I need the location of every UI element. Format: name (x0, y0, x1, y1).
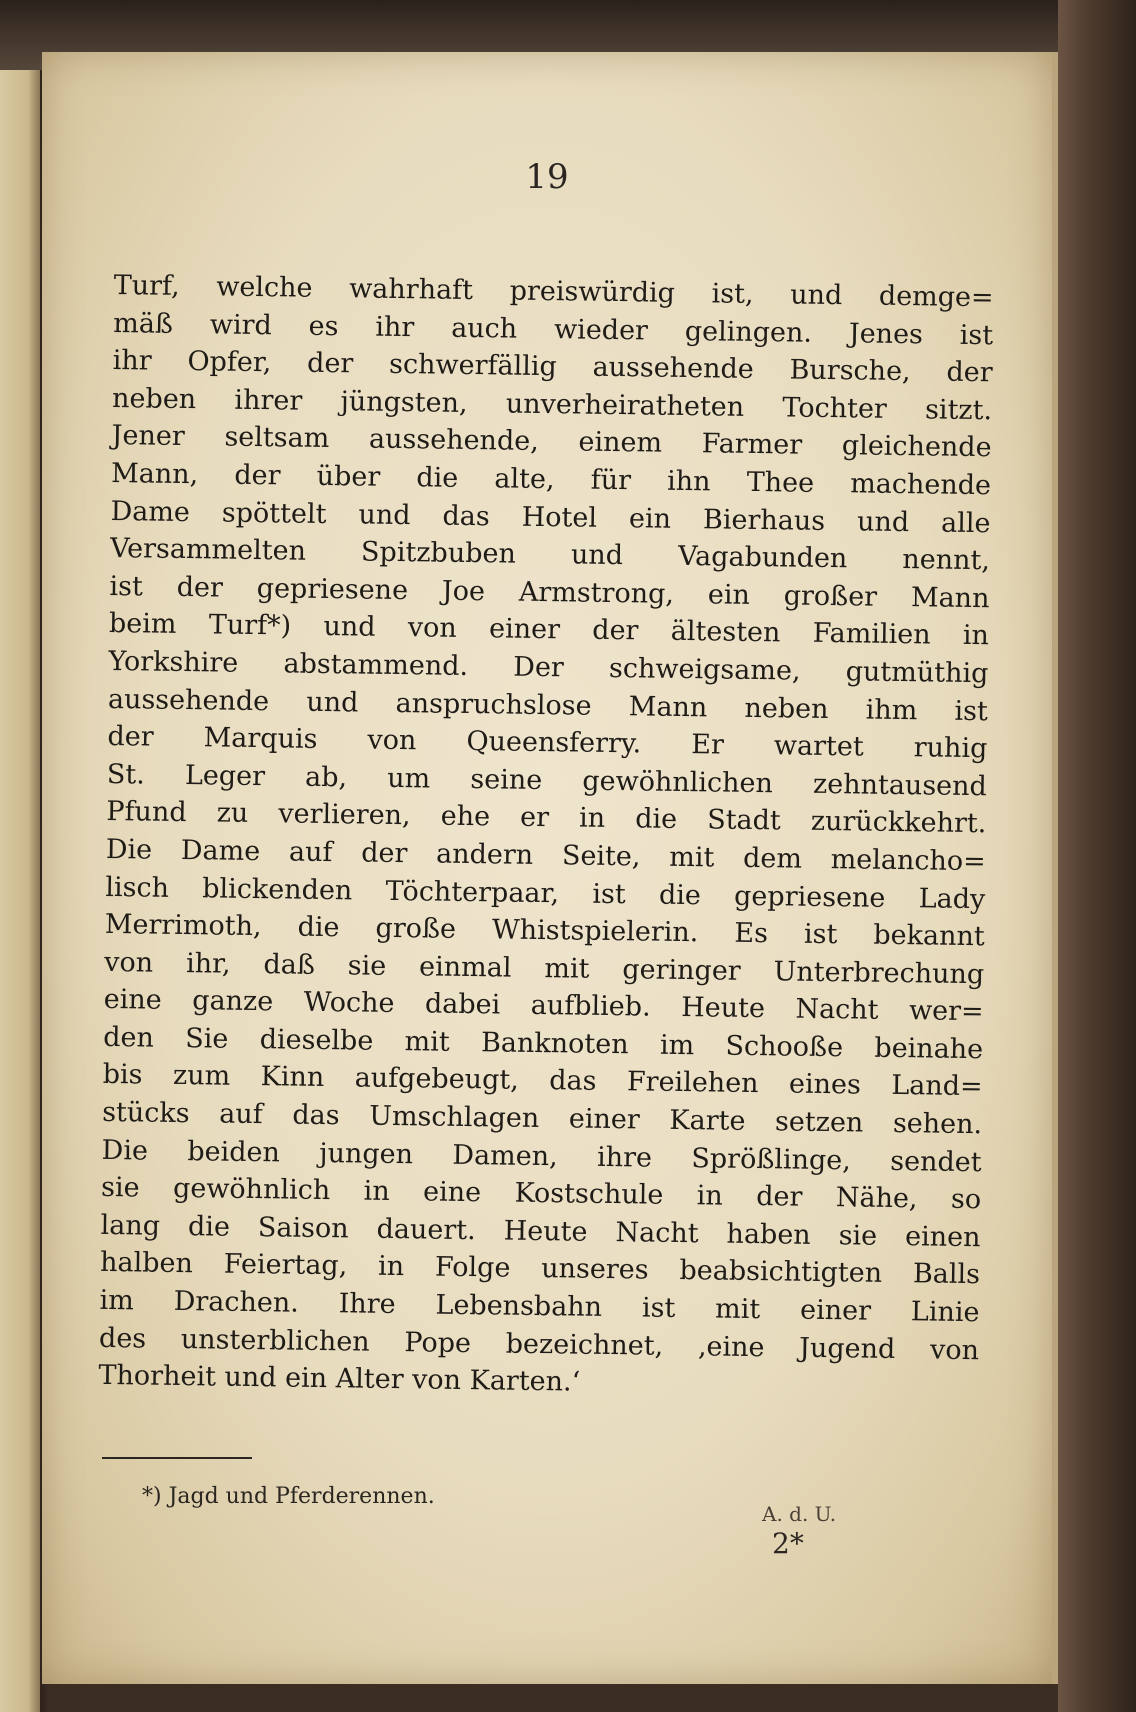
text-line: des unsterblichen Pope bezeichnet, ‚eine Jugend von (98, 1322, 980, 1366)
text-line: von ihr, daß sie einmal mit geringer Unterbrechung (104, 946, 985, 990)
text-line: mäß wird es ihr auch wieder gelingen. Jenes ist (113, 307, 994, 351)
book-page (42, 52, 1058, 1684)
text-line: eine ganze Woche dabei aufblieb. Heute Nacht wer= (103, 984, 984, 1028)
text-line: im Drachen. Ihre Lebensbahn ist mit einer Linie (99, 1284, 980, 1329)
text-line: lang die Saison dauert. Heute Nacht haben sie einen (100, 1209, 981, 1254)
text-line: halben Feiertag, in Folge unseres beabsichtigten Balls (99, 1247, 981, 1291)
text-line: St. Leger ab, um seine gewöhnlichen zehntausend (106, 758, 988, 802)
text-line: neben ihrer jüngsten, unverheiratheten Tochter sitzt. (111, 382, 993, 427)
translator-note-mark: A. d. U. (762, 1502, 837, 1526)
signature-mark: 2* (772, 1527, 804, 1560)
text-line: sie gewöhnlich in eine Kostschule in der Nähe, so (100, 1172, 982, 1216)
text-line: Merrimoth, die große Whistspielerin. Es ist bekannt (104, 909, 985, 953)
text-line: ist der gepriesene Joe Armstrong, ein großer Mann (109, 570, 990, 615)
text-line: Jener seltsam aussehende, einem Farmer gleichende (111, 420, 992, 464)
text-line: Thorheit und ein Alter von Karten.‘ (98, 1360, 581, 1398)
page-number: 19 (525, 157, 569, 197)
text-line: Die Dame auf der andern Seite, mit dem melancho= (105, 833, 986, 878)
body-text (98, 267, 994, 1407)
text-line: Turf, welche wahrhaft preiswürdig ist, und demge= (113, 269, 994, 314)
text-line: bis zum Kinn aufgebeugt, das Freilehen eines Land= (102, 1059, 983, 1103)
text-line: aussehende und anspruchslose Mann neben ihm ist (107, 683, 989, 727)
text-line: Yorkshire abstammend. Der schweigsame, gutmüthig (108, 645, 989, 690)
footnote-divider (102, 1457, 252, 1459)
text-line: Mann, der über die alte, für ihn Thee machende (110, 457, 992, 502)
text-line: ihr Opfer, der schwerfällig aussehende Bursche, der (112, 345, 993, 389)
text-line: beim Turf*) und von einer der ältesten Familien in (108, 608, 990, 652)
book-cover-edge (1058, 0, 1136, 1712)
text-line: stücks auf das Umschlagen einer Karte setzen sehen. (101, 1096, 983, 1141)
text-line: Versammelten Spitzbuben und Vagabunden nennt, (109, 533, 991, 577)
text-line: lisch blickenden Töchterpaar, ist die gepriesene Lady (105, 871, 986, 915)
footnote: *) Jagd und Pferderennen. (142, 1484, 435, 1509)
facing-page-edge (0, 70, 40, 1712)
text-line: der Marquis von Queensferry. Er wartet ruhig (107, 721, 988, 765)
text-line: Dame spöttelt und das Hotel ein Bierhaus und alle (110, 495, 991, 539)
text-line: Die beiden jungen Damen, ihre Sprößlinge, sendet (101, 1134, 982, 1178)
text-line: Pfund zu verlieren, ehe er in die Stadt zurückkehrt. (106, 796, 987, 840)
text-line: den Sie dieselbe mit Banknoten im Schooße beinahe (103, 1021, 984, 1066)
